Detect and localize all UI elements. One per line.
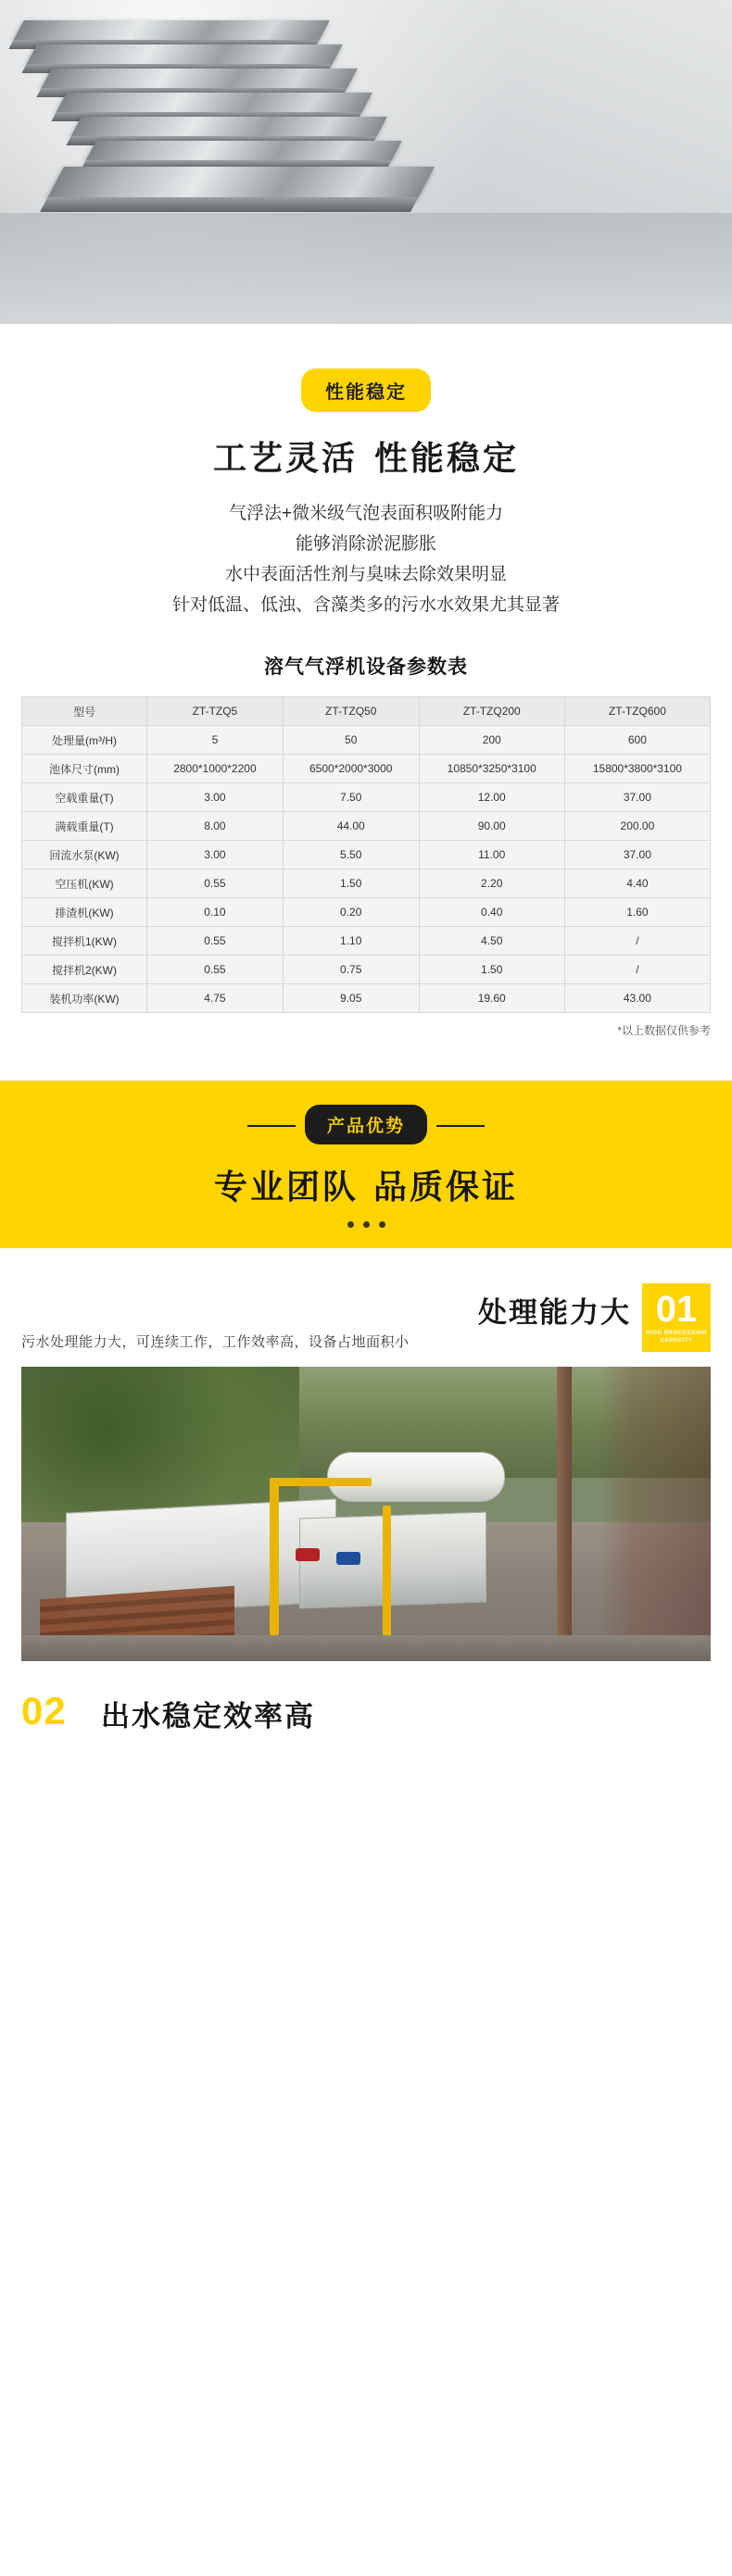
row-value: 12.00 xyxy=(419,783,564,812)
row-value: 3.00 xyxy=(147,841,284,869)
advantage-title: 处理能力大 xyxy=(478,1296,631,1329)
row-label: 处理量(m³/H) xyxy=(22,726,147,755)
table-footnote: *以上数据仅供参考 xyxy=(617,1024,711,1037)
row-value: 37.00 xyxy=(564,841,710,869)
performance-badge: 性能稳定 xyxy=(301,369,431,412)
advantage-number-badge xyxy=(642,1283,711,1352)
table-row xyxy=(22,755,711,783)
product-advantage-band xyxy=(0,1081,732,1248)
row-value: 1.50 xyxy=(419,956,564,984)
advantage-header xyxy=(21,1283,711,1354)
photo-pressure-vessel xyxy=(327,1452,505,1502)
row-value: 4.40 xyxy=(564,869,710,898)
row-value: / xyxy=(564,927,710,956)
page-title-part1: 工艺灵活 xyxy=(212,439,358,477)
row-value: 0.55 xyxy=(147,869,284,898)
dot-icon xyxy=(379,1221,385,1228)
photo-foliage xyxy=(21,1367,299,1524)
photo-blue-valve xyxy=(336,1552,360,1565)
advantage-heading-part1: 专业团队 xyxy=(213,1168,359,1206)
table-row xyxy=(22,898,711,927)
hero-image-metal-plates xyxy=(0,0,732,324)
plate-6 xyxy=(85,141,402,161)
spec-table-wrapper xyxy=(21,696,711,1013)
table-header-cell: ZT-TZQ600 xyxy=(564,697,710,726)
row-value: / xyxy=(564,956,710,984)
plate-4 xyxy=(56,93,372,113)
advantage-item-02 xyxy=(21,1689,711,1744)
row-label: 池体尺寸(mm) xyxy=(22,755,147,783)
performance-line-2: 能够消除淤泥膨胀 xyxy=(295,534,436,554)
row-value: 19.60 xyxy=(419,984,564,1013)
table-row xyxy=(22,726,711,755)
row-label: 空载重量(T) xyxy=(22,783,147,812)
row-value: 600 xyxy=(564,726,710,755)
performance-line-1: 气浮法+微米级气泡表面积吸附能力 xyxy=(228,504,504,523)
row-value: 2.20 xyxy=(419,869,564,898)
advantage-photo xyxy=(21,1367,711,1661)
row-value: 3.00 xyxy=(147,783,284,812)
row-label: 搅拌机2(KW) xyxy=(22,956,147,984)
row-value: 200.00 xyxy=(564,812,710,841)
row-value: 2800*1000*2200 xyxy=(147,755,284,783)
row-value: 0.40 xyxy=(419,898,564,927)
row-label: 空压机(KW) xyxy=(22,869,147,898)
table-header-cell: ZT-TZQ200 xyxy=(419,697,564,726)
page-title xyxy=(0,432,732,480)
row-label: 回流水泵(KW) xyxy=(22,841,147,869)
hero-floor xyxy=(0,213,732,324)
row-value: 44.00 xyxy=(283,812,419,841)
photo-yellow-pipe-vertical-left xyxy=(270,1478,279,1635)
performance-line-3: 水中表面活性剂与臭味去除效果明显 xyxy=(224,565,507,584)
photo-yellow-pipe-vertical-right xyxy=(383,1506,391,1644)
table-row xyxy=(22,984,711,1013)
row-value: 4.50 xyxy=(419,927,564,956)
photo-right-structure xyxy=(599,1367,711,1661)
page-title-part2: 性能稳定 xyxy=(374,439,520,477)
photo-flotation-tank-secondary xyxy=(299,1511,486,1608)
advantage-number: 01 xyxy=(655,1289,698,1330)
table-header-cell: 型号 xyxy=(22,697,147,726)
row-label: 搅拌机1(KW) xyxy=(22,927,147,956)
row-label: 满载重量(T) xyxy=(22,812,147,841)
row-value: 0.75 xyxy=(283,956,419,984)
row-value: 1.60 xyxy=(564,898,710,927)
photo-yellow-pipe-horizontal xyxy=(270,1478,372,1486)
advantage-item-01 xyxy=(0,1248,732,1661)
decorative-dots xyxy=(0,1221,732,1228)
photo-support-pole xyxy=(557,1367,572,1661)
table-header-row xyxy=(22,697,711,726)
row-value: 0.55 xyxy=(147,927,284,956)
plate-5 xyxy=(70,117,387,137)
row-value: 7.50 xyxy=(283,783,419,812)
advantage-number-subtitle: HIGH PROCESSING CAPACITY xyxy=(646,1331,707,1344)
performance-description xyxy=(0,498,732,620)
row-value: 15800*3800*3100 xyxy=(564,755,710,783)
row-value: 4.75 xyxy=(147,984,284,1013)
row-value: 9.05 xyxy=(283,984,419,1013)
row-value: 200 xyxy=(419,726,564,755)
spec-table xyxy=(21,696,711,1013)
row-value: 11.00 xyxy=(419,841,564,869)
advantage-badge: 产品优势 xyxy=(305,1105,427,1144)
row-label: 装机功率(KW) xyxy=(22,984,147,1013)
advantage-heading xyxy=(0,1161,732,1208)
spec-table-title: 溶气气浮机设备参数表 xyxy=(264,657,468,678)
plate-bottom-large xyxy=(47,167,435,198)
advantage-heading-part2: 品质保证 xyxy=(373,1168,519,1206)
row-value: 1.50 xyxy=(283,869,419,898)
table-row xyxy=(22,841,711,869)
row-value: 43.00 xyxy=(564,984,710,1013)
advantage-description: 污水处理能力大，可连续工作，工作效率高，设备占地面积小 xyxy=(21,1334,410,1350)
table-row xyxy=(22,783,711,812)
row-label: 排渣机(KW) xyxy=(22,898,147,927)
row-value: 0.20 xyxy=(283,898,419,927)
row-value: 8.00 xyxy=(147,812,284,841)
table-header-cell: ZT-TZQ5 xyxy=(147,697,284,726)
row-value: 6500*2000*3000 xyxy=(283,755,419,783)
row-value: 0.10 xyxy=(147,898,284,927)
row-value: 5.50 xyxy=(283,841,419,869)
dot-icon xyxy=(363,1221,370,1228)
dot-icon xyxy=(347,1221,354,1228)
plate-3 xyxy=(41,69,358,89)
row-value: 90.00 xyxy=(419,812,564,841)
table-header-cell: ZT-TZQ50 xyxy=(283,697,419,726)
plate-2 xyxy=(26,44,343,65)
advantage-title: 出水稳定效率高 xyxy=(101,1700,315,1732)
advantage-number: 02 xyxy=(21,1689,67,1732)
table-row xyxy=(22,869,711,898)
row-value: 37.00 xyxy=(564,783,710,812)
row-value: 0.55 xyxy=(147,956,284,984)
row-value: 50 xyxy=(283,726,419,755)
performance-line-4: 针对低温、低浊、含藻类多的污水水效果尤其显著 xyxy=(171,595,560,615)
table-row xyxy=(22,812,711,841)
table-row xyxy=(22,956,711,984)
row-value: 1.10 xyxy=(283,927,419,956)
photo-foreground-dirt xyxy=(21,1635,711,1661)
photo-red-valve xyxy=(296,1548,320,1561)
table-row xyxy=(22,927,711,956)
performance-section xyxy=(0,324,732,1047)
plate-1 xyxy=(13,20,330,41)
row-value: 10850*3250*3100 xyxy=(419,755,564,783)
row-value: 5 xyxy=(147,726,284,755)
